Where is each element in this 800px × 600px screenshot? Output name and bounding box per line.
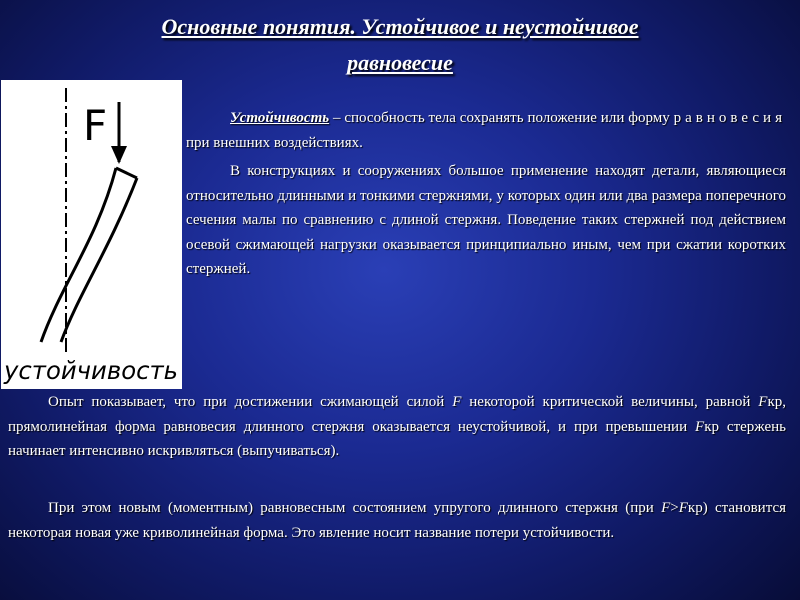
critical-force-var-2: F [695, 418, 705, 435]
rods-paragraph: В конструкциях и сооружениях большое применение находят детали, являющиеся относительно длинными и тонкими стержнями, у которых один или два размера поперечного сечения малы по сравнению с длиной стержня. Поведение таких стержней под действием осевой сжимающей нагрузки оказывается принципиально иным, чем при сжатии коротких стержней. [186, 163, 786, 277]
force-var: F [452, 394, 462, 410]
p4-text-3: кр) становится некоторая новая уже криволинейная форма. Это явление носит название потери устойчивости. [8, 500, 786, 541]
slide-title: Основные понятия. Устойчивое и неустойчивое [161, 14, 639, 39]
p3-text-3: кр, прямолинейная форма равновесия длинного стержня оказывается неустойчивой, и при превышении [8, 394, 787, 435]
critical-force-var: F [758, 394, 768, 410]
force-arrow-head [111, 146, 127, 164]
buckling-figure [1, 80, 182, 389]
definition-paragraph [186, 106, 786, 155]
p3-text-2: некоторой критической величины, равной [461, 394, 759, 410]
experiment-paragraph [8, 390, 786, 464]
slide-title-continuation: равновесие [347, 50, 453, 75]
conclusion-paragraph [8, 496, 786, 545]
rod-outline [41, 168, 116, 342]
rod-outline-inner [61, 178, 137, 342]
critical-force-var-p4: F [678, 500, 688, 516]
force-label: F [83, 101, 108, 150]
rod-top [116, 168, 137, 178]
buckling-diagram [1, 80, 182, 389]
spaced-word: равновесия [673, 110, 786, 126]
force-var-p4: F [661, 500, 671, 516]
term-stability: Устойчивость [230, 110, 330, 126]
p3-text-1: Опыт показывает, что при достижении сжимающей силой [48, 394, 453, 410]
figure-caption: устойчивость [3, 356, 178, 385]
p4-text-1: При этом новым (моментным) равновесным состоянием упругого длинного стержня (при [48, 500, 662, 516]
definition-text-a: – способность тела сохранять положение или форму [329, 110, 674, 126]
definition-text-b: при внешних воздействиях. [186, 134, 363, 151]
p4-text-2: > [670, 500, 679, 516]
p3-text-4: кр стержень начинает интенсивно искривляться (выпучиваться). [8, 418, 786, 459]
